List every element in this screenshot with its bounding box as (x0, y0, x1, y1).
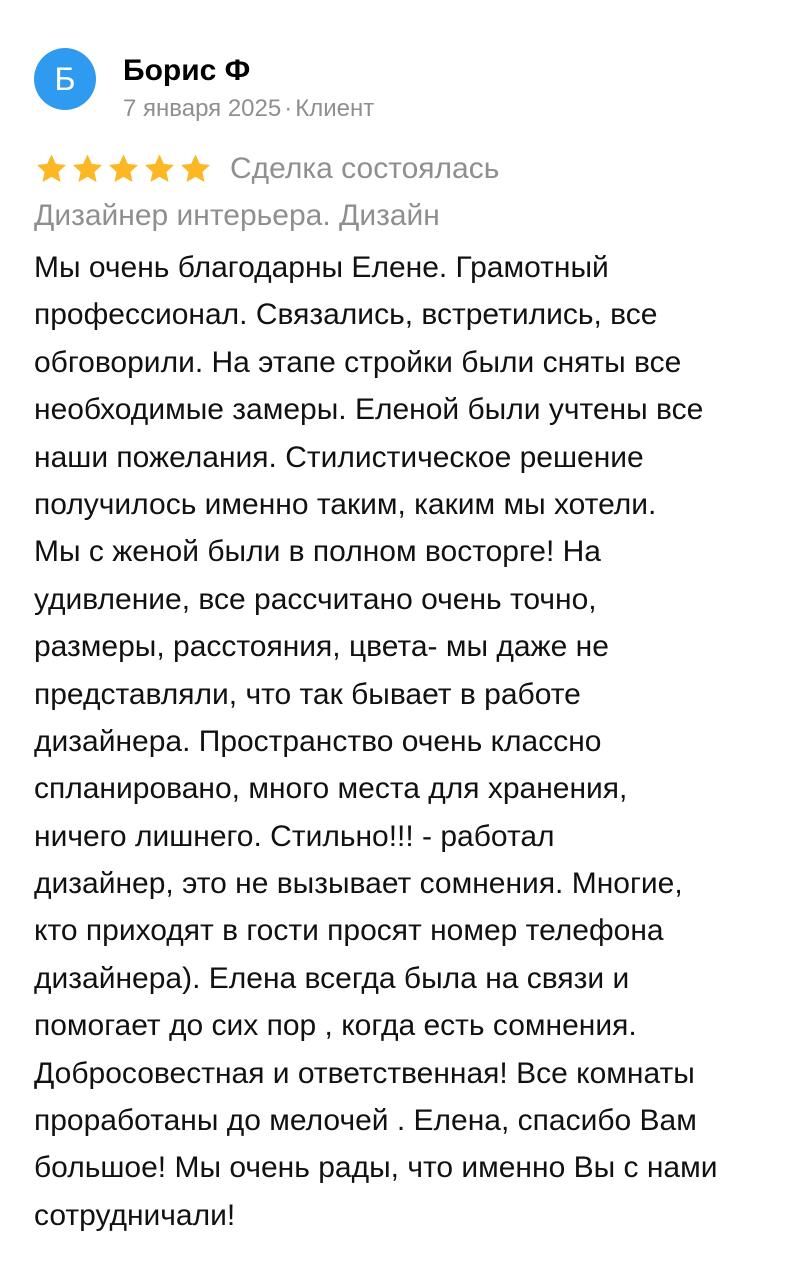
rating-row (34, 144, 774, 194)
review-date: 7 января 2025 (123, 95, 282, 122)
service-name: Дизайнер интерьера. Дизайн (34, 199, 440, 232)
review-text-line: Мы с женой были в полном восторге! На (34, 535, 601, 569)
review-text-line: размеры, расстояния, цвета- мы даже не (34, 630, 609, 664)
review-text-line: дизайнера). Елена всегда была на связи и (34, 961, 630, 995)
star-icon (106, 152, 141, 186)
review-card (34, 48, 774, 1239)
review-text-line: получилось именно таким, каким мы хотели. (34, 487, 657, 521)
review-text-line: большое! Мы очень рады, что именно Вы с нами (34, 1151, 718, 1185)
review-text (34, 244, 774, 1239)
review-header (34, 48, 774, 144)
star-icon (70, 152, 105, 186)
avatar-letter: Б (54, 60, 76, 97)
star-icon (178, 152, 213, 186)
meta-separator: · (284, 95, 293, 122)
review-text-line: удивление, все рассчитано очень точно, (34, 582, 597, 616)
review-text-line: спланировано, много места для хранения, (34, 772, 628, 806)
review-text-line: Добросовестная и ответственная! Все комнаты (34, 1056, 695, 1090)
star-rating (34, 152, 214, 186)
review-text-line: кто приходят в гости просят номер телефона (34, 914, 664, 948)
deal-status: Сделка состоялась (230, 152, 500, 185)
star-icon (34, 152, 69, 186)
review-text-line: наши пожелания. Стилистическое решение (34, 440, 644, 474)
review-text-line: дизайнер, это не вызывает сомнения. Многие, (34, 867, 683, 901)
review-text-line: сотрудничали! (34, 1198, 236, 1232)
avatar[interactable] (34, 48, 96, 110)
review-text-line: ничего лишнего. Стильно!!! - работал (34, 819, 555, 853)
review-text-line: Мы очень благодарны Елене. Грамотный (34, 251, 609, 284)
review-text-line: проработаны до мелочей . Елена, спасибо Вам (34, 1104, 697, 1138)
review-text-line: помогает до сих пор , когда есть сомнения. (34, 1009, 637, 1043)
author-role: Клиент (295, 95, 375, 122)
star-icon (142, 152, 177, 186)
author-name[interactable]: Борис Ф (123, 54, 251, 87)
review-text-line: необходимые замеры. Еленой были учтены все (34, 393, 704, 427)
review-meta (123, 95, 374, 123)
author-block (123, 54, 374, 123)
review-text-line: обговорили. На этапе стройки были сняты все (34, 345, 682, 379)
review-text-line: представляли, что так бывает в работе (34, 677, 581, 711)
review-text-line: профессионал. Связались, встретились, все (34, 298, 658, 332)
review-text-line: дизайнера. Пространство очень классно (34, 724, 602, 758)
